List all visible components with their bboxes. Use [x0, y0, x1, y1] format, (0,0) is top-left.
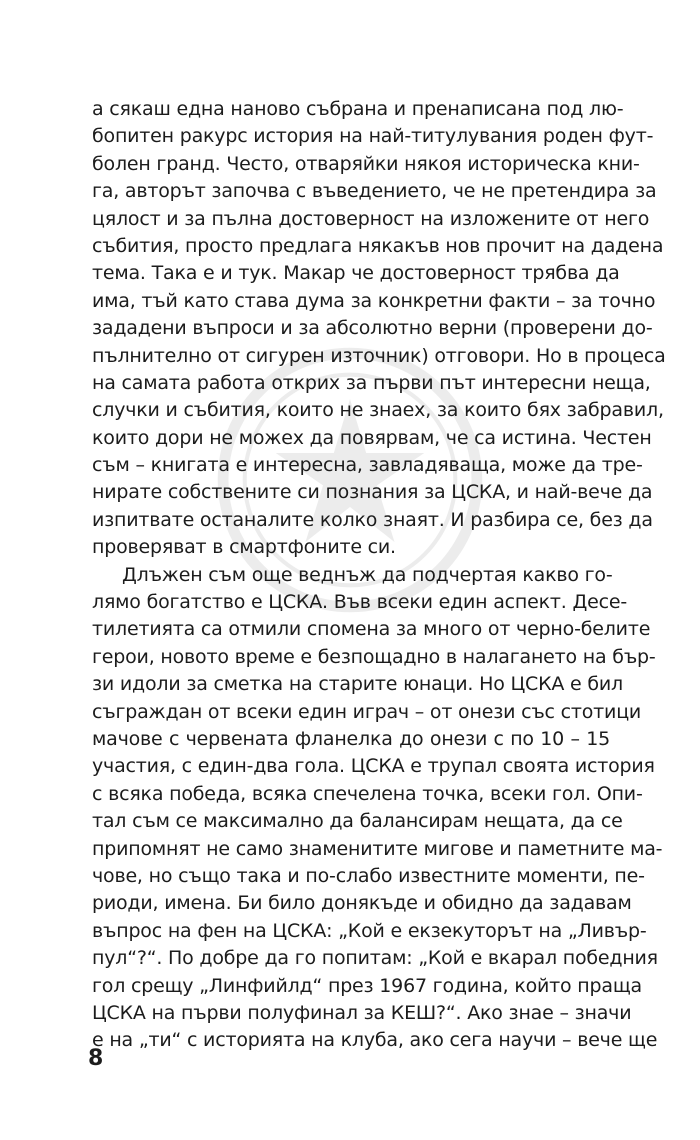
text-line: които дори не можех да повярвам, че са истина. Честен [92, 426, 652, 449]
text-line: герои, новото време е безпощадно в налагането на бър- [92, 645, 656, 668]
text-line: случки и събития, които не знаех, за които бях забравил, [92, 399, 664, 422]
text-line: гол срещу „Линфийлд“ през 1967 година, който праща [92, 974, 642, 997]
text-line: изпитвате останалите колко знаят. И разбира се, без да [92, 508, 653, 531]
text-line: бопитен ракурс история на най-титулувания роден фут- [92, 125, 654, 148]
text-line: болен гранд. Често, отваряйки някоя историческа кни- [92, 152, 640, 175]
text-line: съграждан от всеки един играч – от онези със стотици [92, 700, 642, 723]
text-line: тилетията са отмили спомена за много от черно-белите [92, 618, 651, 641]
text-line: припомнят не само знаменитите мигове и паметните ма- [92, 837, 663, 860]
text-line: съм – книгата е интересна, завладяваща, може да тре- [92, 454, 643, 477]
text-line: пул“?“. По добре да го попитам: „Кой е вкарал победния [92, 947, 658, 970]
text-line: зададени въпроси и за абсолютно верни (проверени до- [92, 317, 653, 340]
text-line: ЦСКА на първи полуфинал за КЕШ?“. Ако знае – значи [92, 1001, 632, 1024]
text-line: лямо богатство е ЦСКА. Във всеки един аспект. Десе- [92, 591, 627, 614]
text-line: риоди, имена. Би било донякъде и обидно да задавам [92, 892, 632, 915]
text-line: а сякаш една наново събрана и пренаписана под лю- [92, 98, 624, 120]
text-line: зи идоли за сметка на старите юнаци. Но ЦСКА е бил [92, 673, 623, 696]
paragraph [92, 562, 663, 1055]
text-line: участия, с един-два гола. ЦСКА е трупал своята история [92, 755, 655, 778]
text-line: тал съм се максимално да балансирам нещата, да се [92, 810, 623, 833]
text-line: проверяват в смартфоните си. [92, 536, 396, 559]
text-line: га, авторът започва с въведението, че не претендира за [92, 180, 657, 203]
text-line: цялост и за пълна достоверност на изложените от него [92, 207, 650, 230]
text-line: нирате собствените си познания за ЦСКА, и най-вече да [92, 481, 653, 504]
text-line: мачове с червената фланелка до онези с по 10 – 15 [92, 727, 610, 750]
text-line: чове, но също така и по-слабо известните моменти, пе- [92, 864, 645, 887]
text-line: с всяка победа, всяка спечелена точка, всеки гол. Опи- [92, 782, 643, 805]
text-line: Длъжен съм още веднъж да подчертая какво го- [122, 563, 613, 586]
text-line: събития, просто предлага някакъв нов прочит на дадена [92, 234, 664, 257]
text-line: е на „ти“ с историята на клуба, ако сега научи – вече ще [92, 1029, 658, 1052]
text-line: пълнително от сигурен източник) отговори. Но в процеса [92, 344, 666, 367]
body-text [92, 96, 666, 1055]
paragraph [92, 96, 666, 562]
text-line: има, тъй като става дума за конкретни факти – за точно [92, 289, 656, 312]
text-line: тема. Така е и тук. Макар че достоверност трябва да [92, 262, 620, 285]
text-line: на самата работа открих за първи път интересни неща, [92, 371, 651, 394]
page-number: 8 [88, 1046, 104, 1071]
text-line: въпрос на фен на ЦСКА: „Кой е екзекуторът на „Ливър- [92, 919, 647, 942]
